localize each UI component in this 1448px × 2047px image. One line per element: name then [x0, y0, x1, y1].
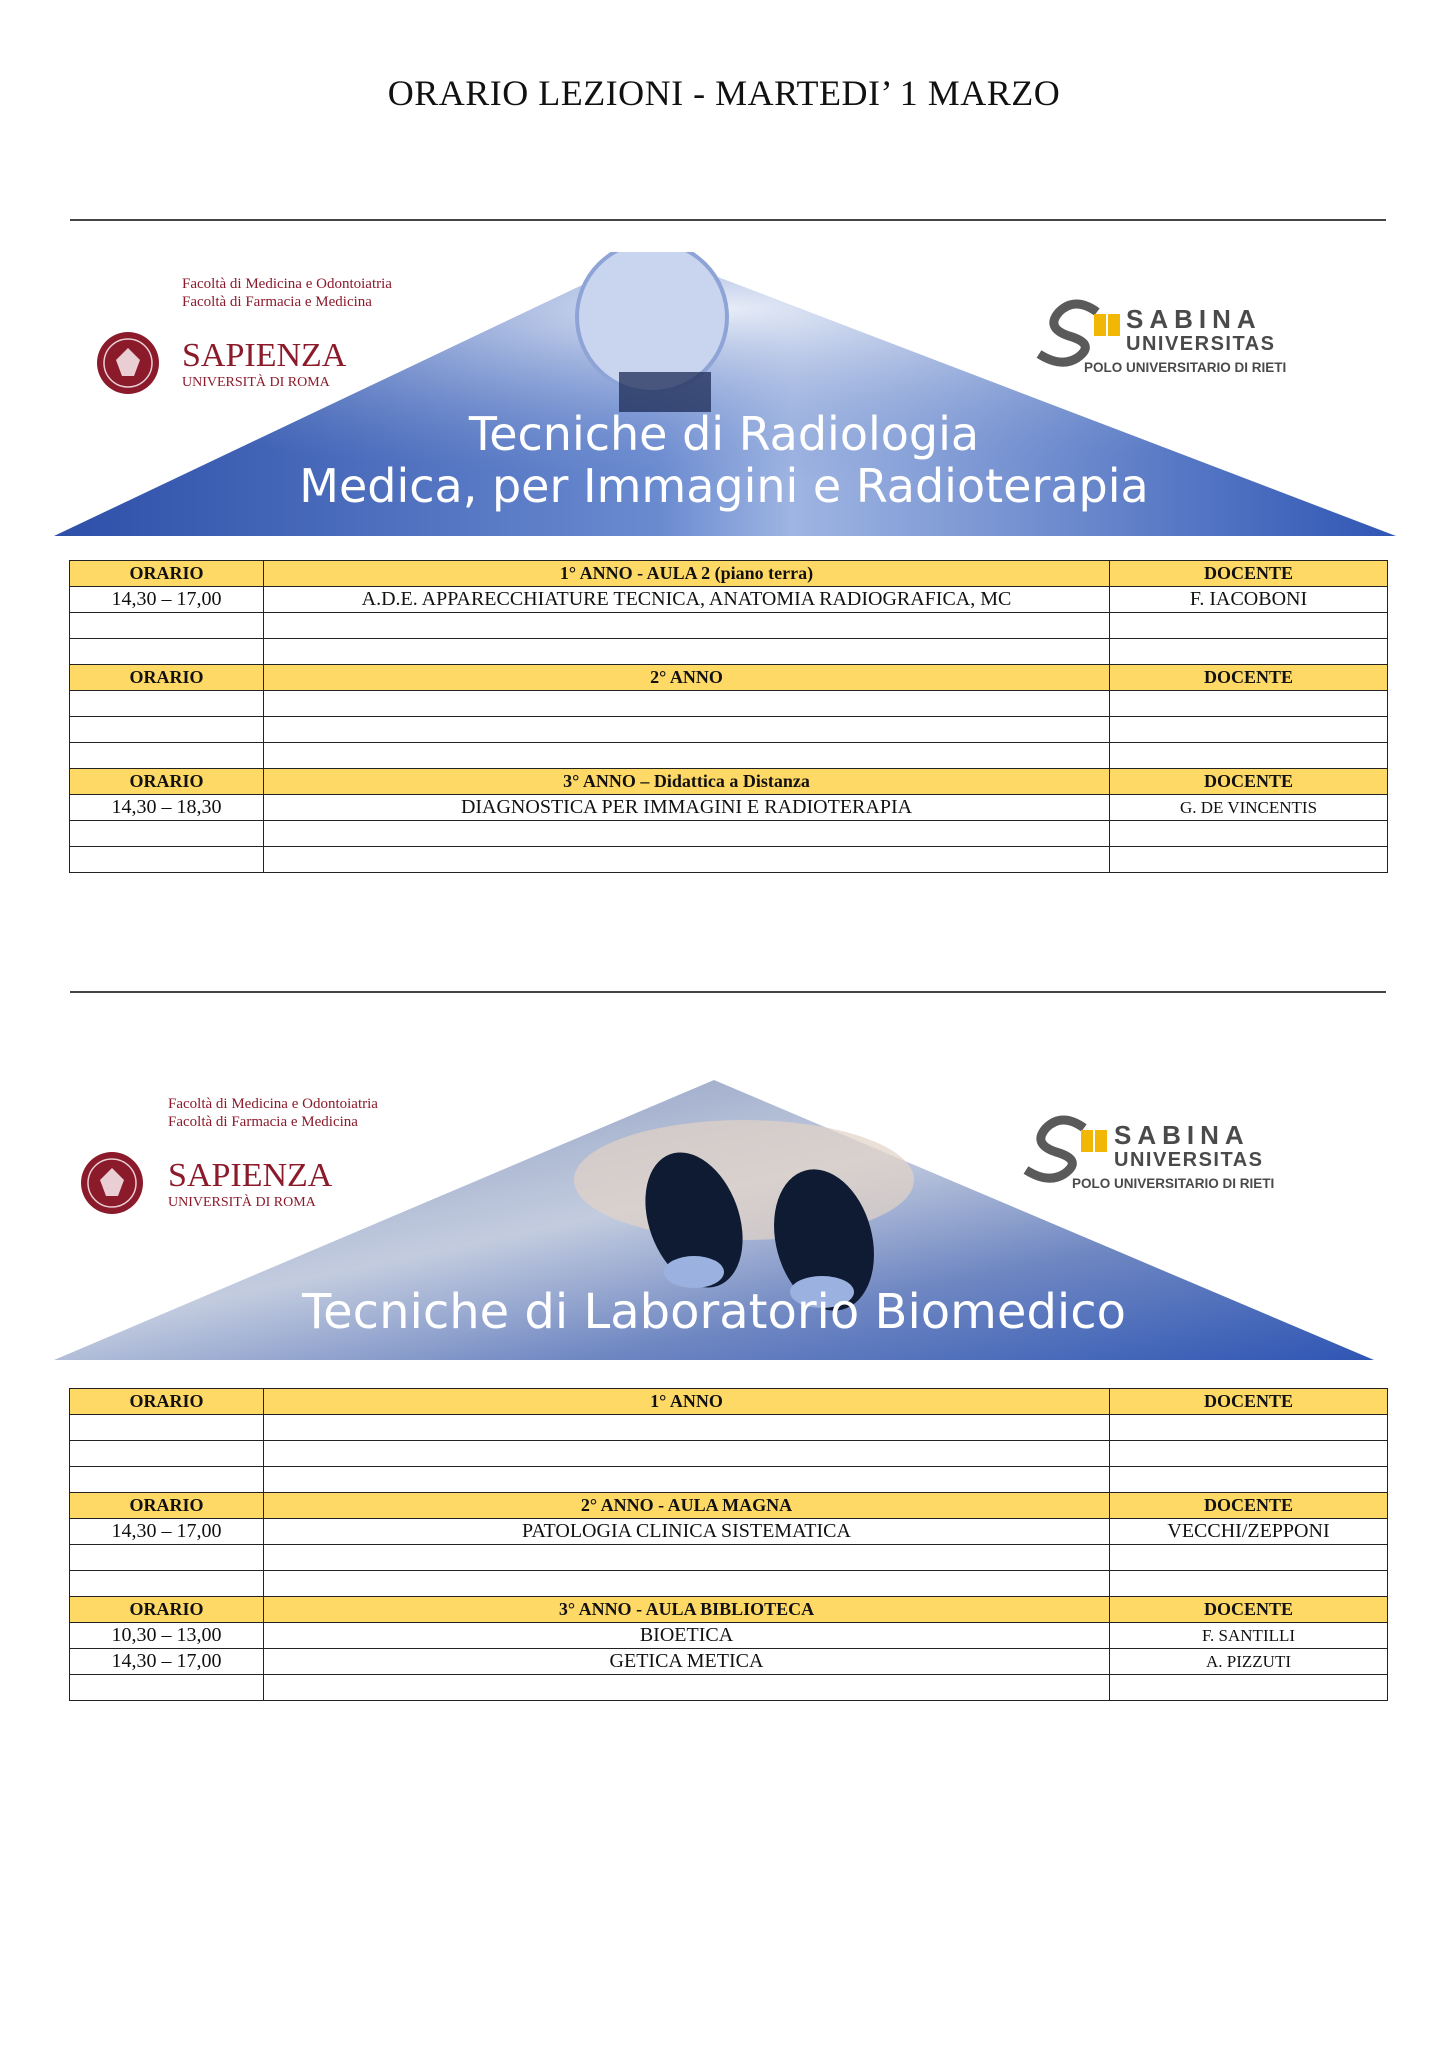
laboratory-schedule-table [69, 1388, 1388, 1701]
teacher-cell: G. DE VINCENTIS [1110, 795, 1388, 821]
header-cell: ORARIO [70, 561, 264, 587]
table-row [70, 821, 1388, 847]
time-cell [70, 639, 264, 665]
course-cell: DIAGNOSTICA PER IMMAGINI E RADIOTERAPIA [264, 795, 1110, 821]
universitas-wordmark: UNIVERSITAS [1114, 1149, 1264, 1171]
time-cell: 10,30 – 13,00 [70, 1623, 264, 1649]
table-row [70, 1467, 1388, 1493]
laboratory-banner-graphic [54, 1080, 1396, 1362]
table-row [70, 1545, 1388, 1571]
faculty-line-2: Facoltà di Farmacia e Medicina [182, 294, 372, 310]
header-cell: ORARIO [70, 769, 264, 795]
table-header-row [70, 1493, 1388, 1519]
sapienza-logo [81, 1152, 143, 1214]
sapienza-wordmark: SAPIENZA [182, 337, 347, 374]
header-cell: 2° ANNO - AULA MAGNA [264, 1493, 1110, 1519]
universitas-wordmark: UNIVERSITAS [1126, 333, 1276, 355]
time-cell [70, 1545, 264, 1571]
header-cell: DOCENTE [1110, 1493, 1388, 1519]
teacher-cell [1110, 1467, 1388, 1493]
time-cell [70, 691, 264, 717]
table-header-row [70, 1597, 1388, 1623]
course-cell [264, 743, 1110, 769]
sapienza-wordmark: SAPIENZA [168, 1157, 333, 1194]
time-cell: 14,30 – 17,00 [70, 1649, 264, 1675]
time-cell: 14,30 – 17,00 [70, 587, 264, 613]
teacher-cell: VECCHI/ZEPPONI [1110, 1519, 1388, 1545]
teacher-cell [1110, 717, 1388, 743]
laboratory-banner [54, 1080, 1396, 1362]
table-row [70, 847, 1388, 873]
course-title: Tecniche di Laboratorio Biomedico [301, 1284, 1127, 1340]
course-title-line-1: Tecniche di Radiologia [468, 407, 980, 461]
polo-rieti-text: POLO UNIVERSITARIO DI RIETI [1084, 360, 1287, 375]
header-cell: DOCENTE [1110, 1389, 1388, 1415]
time-cell [70, 821, 264, 847]
table-row [70, 1571, 1388, 1597]
table-header-row [70, 769, 1388, 795]
course-cell [264, 1675, 1110, 1701]
page-title: ORARIO LEZIONI - MARTEDI’ 1 MARZO [387, 73, 1061, 113]
time-cell [70, 1675, 264, 1701]
teacher-cell: A. PIZZUTI [1110, 1649, 1388, 1675]
course-cell [264, 847, 1110, 873]
course-cell [264, 1415, 1110, 1441]
sapienza-subtitle: UNIVERSITÀ DI ROMA [182, 375, 330, 390]
teacher-cell [1110, 691, 1388, 717]
scanner-ring-icon [577, 252, 727, 392]
header-cell: ORARIO [70, 1389, 264, 1415]
faculty-line-1: Facoltà di Medicina e Odontoiatria [168, 1096, 378, 1112]
course-cell [264, 1545, 1110, 1571]
teacher-cell [1110, 639, 1388, 665]
header-cell: ORARIO [70, 1597, 264, 1623]
sapienza-subtitle: UNIVERSITÀ DI ROMA [168, 1195, 316, 1210]
time-cell [70, 613, 264, 639]
sabina-wordmark: SABINA [1114, 1120, 1250, 1150]
header-cell: ORARIO [70, 1493, 264, 1519]
course-title-line-2: Medica, per Immagini e Radioterapia [299, 459, 1149, 513]
sabina-logo [1039, 304, 1120, 362]
course-cell [264, 691, 1110, 717]
table-row [70, 1675, 1388, 1701]
header-cell: ORARIO [70, 665, 264, 691]
course-cell: PATOLOGIA CLINICA SISTEMATICA [264, 1519, 1110, 1545]
radiology-banner-graphic [54, 252, 1396, 538]
time-cell [70, 1571, 264, 1597]
header-cell: 2° ANNO [264, 665, 1110, 691]
teacher-cell [1110, 821, 1388, 847]
teacher-cell: F. SANTILLI [1110, 1623, 1388, 1649]
header-cell: DOCENTE [1110, 769, 1388, 795]
faculty-line-1: Facoltà di Medicina e Odontoiatria [182, 276, 392, 292]
teacher-cell [1110, 1675, 1388, 1701]
course-cell [264, 1571, 1110, 1597]
table-header-row [70, 665, 1388, 691]
table-row [70, 743, 1388, 769]
time-cell: 14,30 – 18,30 [70, 795, 264, 821]
course-cell [264, 613, 1110, 639]
teacher-cell [1110, 1415, 1388, 1441]
table-row [70, 1623, 1388, 1649]
table-row [70, 613, 1388, 639]
course-cell [264, 639, 1110, 665]
faculty-line-2: Facoltà di Farmacia e Medicina [168, 1114, 358, 1130]
teacher-cell [1110, 1545, 1388, 1571]
course-cell [264, 1467, 1110, 1493]
course-cell [264, 1441, 1110, 1467]
sabina-s-icon [1039, 304, 1097, 362]
time-cell: 14,30 – 17,00 [70, 1519, 264, 1545]
teacher-cell [1110, 1441, 1388, 1467]
sabina-wordmark: SABINA [1126, 304, 1262, 334]
header-cell: 1° ANNO [264, 1389, 1110, 1415]
sabina-s-icon [1026, 1120, 1084, 1178]
header-cell: 3° ANNO – Didattica a Distanza [264, 769, 1110, 795]
table-row [70, 1519, 1388, 1545]
header-cell: 3° ANNO - AULA BIBLIOTECA [264, 1597, 1110, 1623]
sapienza-logo [97, 332, 159, 394]
table-row [70, 1415, 1388, 1441]
table-row [70, 691, 1388, 717]
time-cell [70, 1467, 264, 1493]
time-cell [70, 1441, 264, 1467]
course-cell: A.D.E. APPARECCHIATURE TECNICA, ANATOMIA RADIOGRAFICA, MC [264, 587, 1110, 613]
teacher-cell [1110, 847, 1388, 873]
time-cell [70, 1415, 264, 1441]
table-row [70, 795, 1388, 821]
header-cell: DOCENTE [1110, 665, 1388, 691]
course-cell: BIOETICA [264, 1623, 1110, 1649]
table-row [70, 587, 1388, 613]
radiology-banner [54, 252, 1396, 538]
table-header-row [70, 561, 1388, 587]
teacher-cell: F. IACOBONI [1110, 587, 1388, 613]
teacher-cell [1110, 613, 1388, 639]
header-cell: 1° ANNO - AULA 2 (piano terra) [264, 561, 1110, 587]
header-cell: DOCENTE [1110, 1597, 1388, 1623]
teacher-cell [1110, 1571, 1388, 1597]
table-row [70, 717, 1388, 743]
course-cell [264, 717, 1110, 743]
time-cell [70, 717, 264, 743]
teacher-cell [1110, 743, 1388, 769]
table-header-row [70, 1389, 1388, 1415]
top-divider-line [70, 219, 1386, 221]
course-cell [264, 821, 1110, 847]
table-row [70, 1441, 1388, 1467]
time-cell [70, 743, 264, 769]
header-cell: DOCENTE [1110, 561, 1388, 587]
middle-divider-line [70, 991, 1386, 993]
table-row [70, 639, 1388, 665]
time-cell [70, 847, 264, 873]
polo-rieti-text: POLO UNIVERSITARIO DI RIETI [1072, 1176, 1275, 1191]
sabina-logo [1026, 1120, 1107, 1178]
radiology-schedule-table [69, 560, 1388, 873]
table-row [70, 1649, 1388, 1675]
course-cell: GETICA METICA [264, 1649, 1110, 1675]
